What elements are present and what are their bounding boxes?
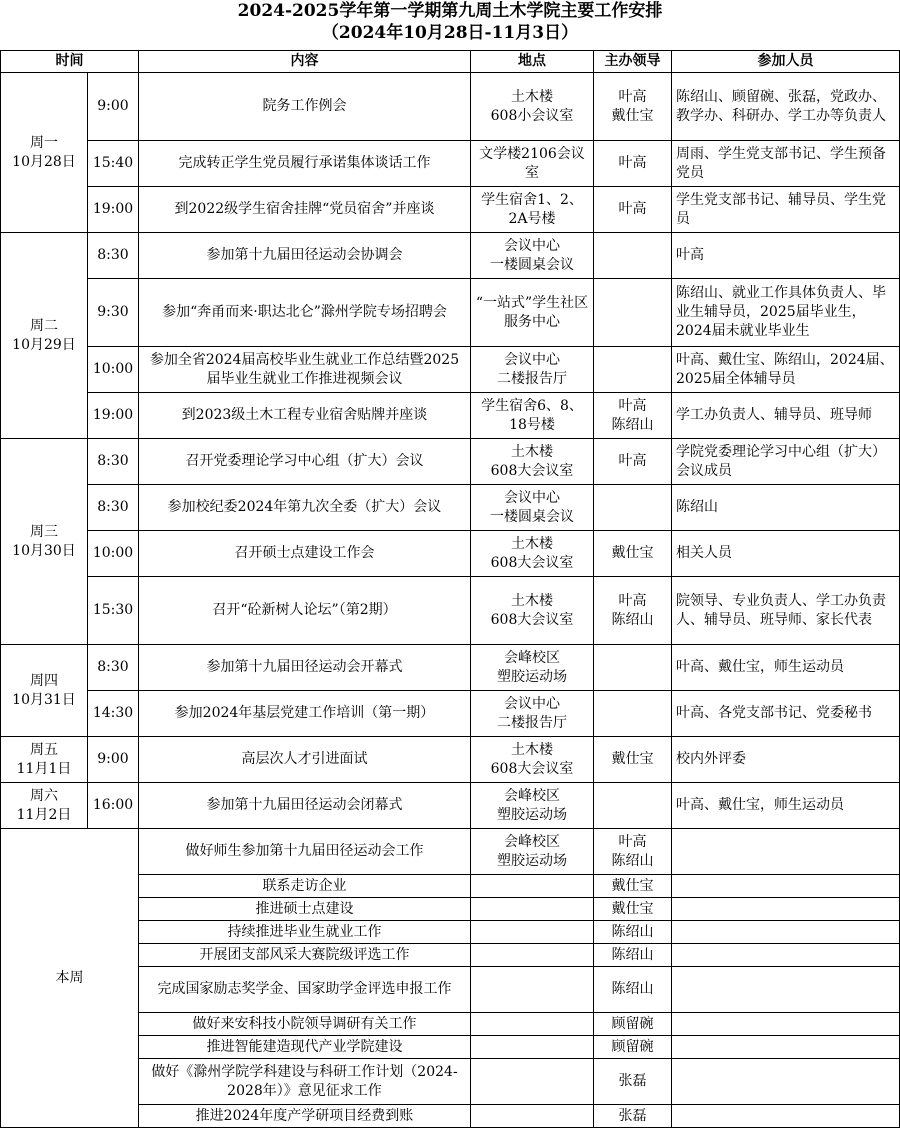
place-cell	[471, 898, 594, 921]
time-cell: 10:00	[88, 347, 139, 393]
day-date: 11月1日	[16, 760, 72, 777]
schedule-body	[1, 73, 900, 1128]
participants-cell: 院领导、专业负责人、学工办负责人、辅导员、班导师、家长代表	[672, 577, 900, 645]
header-place: 地点	[471, 51, 594, 73]
content-cell: 到2022级学生宿舍挂牌“党员宿舍”并座谈	[139, 187, 471, 233]
participants-cell	[672, 1013, 900, 1036]
content-cell: 召开硕士点建设工作会	[139, 531, 471, 577]
place-cell	[471, 1105, 594, 1128]
participants-cell: 相关人员	[672, 531, 900, 577]
leader-cell: 张磊	[594, 1105, 672, 1128]
content-cell: 参加第十九届田径运动会开幕式	[139, 645, 471, 691]
participants-cell: 陈绍山	[672, 485, 900, 531]
time-cell: 10:00	[88, 531, 139, 577]
participants-cell: 学生党支部书记、辅导员、学生党员	[672, 187, 900, 233]
week-label-cell: 本周	[1, 829, 139, 1128]
leader-cell	[594, 279, 672, 347]
participants-cell	[672, 875, 900, 898]
header-participants: 参加人员	[672, 51, 900, 73]
time-cell: 8:30	[88, 485, 139, 531]
leader-cell	[594, 233, 672, 279]
participants-cell	[672, 1105, 900, 1128]
day-label: 周六	[30, 787, 58, 804]
content-cell: 召开“砼新树人论坛”（第2期）	[139, 577, 471, 645]
time-cell: 8:30	[88, 233, 139, 279]
header-time: 时间	[1, 51, 139, 73]
schedule-row	[1, 783, 900, 829]
participants-cell	[672, 921, 900, 944]
day-label: 周四	[30, 672, 58, 689]
content-cell: 推进硕士点建设	[139, 898, 471, 921]
place-cell: 土木楼 608大会议室	[471, 531, 594, 577]
schedule-row	[1, 439, 900, 485]
leader-cell: 戴仕宝	[594, 898, 672, 921]
leader-cell: 叶高 陈绍山	[594, 393, 672, 439]
participants-cell: 学院党委理论学习中心组（扩大）会议成员	[672, 439, 900, 485]
place-cell: 学生宿舍6、8、18号楼	[471, 393, 594, 439]
place-cell: 会议中心 二楼报告厅	[471, 347, 594, 393]
content-cell: 做好《滁州学院学科建设与科研工作计划（2024-2028年）》意见征求工作	[139, 1059, 471, 1105]
title-line-1: 2024-2025学年第一学期第九周土木学院主要工作安排	[237, 1, 663, 21]
header-leader: 主办领导	[594, 51, 672, 73]
schedule-row	[1, 485, 900, 531]
leader-cell: 叶高 陈绍山	[594, 829, 672, 875]
day-cell	[1, 439, 88, 645]
participants-cell: 学工办负责人、辅导员、班导师	[672, 393, 900, 439]
leader-cell	[594, 645, 672, 691]
participants-cell: 叶高	[672, 233, 900, 279]
schedule-row	[1, 347, 900, 393]
schedule-row	[1, 73, 900, 141]
place-cell: 土木楼 608大会议室	[471, 737, 594, 783]
participants-cell: 叶高、各党支部书记、党委秘书	[672, 691, 900, 737]
week-row	[1, 829, 900, 875]
participants-cell	[672, 967, 900, 1013]
content-cell: 参加全省2024届高校毕业生就业工作总结暨2025届毕业生就业工作推进视频会议	[139, 347, 471, 393]
schedule-row	[1, 393, 900, 439]
participants-cell	[672, 1059, 900, 1105]
content-cell: 参加校纪委2024年第九次全委（扩大）会议	[139, 485, 471, 531]
content-cell: 完成国家励志奖学金、国家助学金评选申报工作	[139, 967, 471, 1013]
time-cell: 14:30	[88, 691, 139, 737]
content-cell: 参加“奔甬而来·职达北仑”滁州学院专场招聘会	[139, 279, 471, 347]
day-date: 11月2日	[16, 806, 72, 823]
time-cell: 9:00	[88, 73, 139, 141]
content-cell: 推进2024年度产学研项目经费到账	[139, 1105, 471, 1128]
day-label: 周三	[30, 523, 58, 540]
schedule-row	[1, 645, 900, 691]
leader-cell: 戴仕宝	[594, 737, 672, 783]
place-cell: 土木楼 608大会议室	[471, 439, 594, 485]
leader-cell: 顾留碗	[594, 1036, 672, 1059]
content-cell: 完成转正学生党员履行承诺集体谈话工作	[139, 141, 471, 187]
content-cell: 推进智能建造现代产业学院建设	[139, 1036, 471, 1059]
leader-cell: 叶高	[594, 187, 672, 233]
time-cell: 8:30	[88, 439, 139, 485]
schedule-row	[1, 737, 900, 783]
content-cell: 召开党委理论学习中心组（扩大）会议	[139, 439, 471, 485]
content-cell: 院务工作例会	[139, 73, 471, 141]
participants-cell: 叶高、戴仕宝，师生运动员	[672, 783, 900, 829]
header-row	[1, 51, 900, 73]
participants-cell	[672, 898, 900, 921]
day-date: 10月29日	[12, 336, 76, 353]
leader-cell	[594, 347, 672, 393]
place-cell: 会峰校区 塑胶运动场	[471, 829, 594, 875]
time-cell: 9:00	[88, 737, 139, 783]
leader-cell: 叶高	[594, 439, 672, 485]
content-cell: 参加第十九届田径运动会闭幕式	[139, 783, 471, 829]
schedule-row	[1, 691, 900, 737]
content-cell: 做好师生参加第十九届田径运动会工作	[139, 829, 471, 875]
participants-cell	[672, 1036, 900, 1059]
place-cell: 会峰校区 塑胶运动场	[471, 783, 594, 829]
content-cell: 参加第十九届田径运动会协调会	[139, 233, 471, 279]
leader-cell: 戴仕宝	[594, 875, 672, 898]
content-cell: 做好来安科技小院领导调研有关工作	[139, 1013, 471, 1036]
participants-cell	[672, 944, 900, 967]
day-label: 周一	[30, 134, 58, 151]
time-cell: 16:00	[88, 783, 139, 829]
place-cell: 文学楼2106会议室	[471, 141, 594, 187]
participants-cell: 校内外评委	[672, 737, 900, 783]
schedule-row	[1, 233, 900, 279]
place-cell	[471, 1059, 594, 1105]
participants-cell: 陈绍山、顾留碗、张磊，党政办、教学办、科研办、学工办等负责人	[672, 73, 900, 141]
title-line-2: （2024年10月28日-11月3日）	[321, 23, 579, 43]
place-cell: 会议中心 一楼圆桌会议	[471, 485, 594, 531]
leader-cell: 叶高	[594, 141, 672, 187]
day-cell	[1, 73, 88, 233]
time-cell: 15:30	[88, 577, 139, 645]
place-cell: “一站式”学生社区服务中心	[471, 279, 594, 347]
leader-cell: 叶高 戴仕宝	[594, 73, 672, 141]
leader-cell	[594, 783, 672, 829]
place-cell: 土木楼 608小会议室	[471, 73, 594, 141]
time-cell: 19:00	[88, 187, 139, 233]
leader-cell: 陈绍山	[594, 921, 672, 944]
schedule-table	[0, 50, 900, 1128]
day-date: 10月31日	[12, 691, 76, 708]
participants-cell: 叶高、戴仕宝，师生运动员	[672, 645, 900, 691]
header-content: 内容	[139, 51, 471, 73]
day-date: 10月28日	[12, 153, 76, 170]
time-cell: 19:00	[88, 393, 139, 439]
content-cell: 到2023级土木工程专业宿舍贴牌并座谈	[139, 393, 471, 439]
place-cell: 会议中心 一楼圆桌会议	[471, 233, 594, 279]
place-cell: 土木楼 608大会议室	[471, 577, 594, 645]
day-cell	[1, 645, 88, 737]
place-cell	[471, 1036, 594, 1059]
day-date: 10月30日	[12, 542, 76, 559]
leader-cell: 陈绍山	[594, 967, 672, 1013]
schedule-row	[1, 279, 900, 347]
time-cell: 8:30	[88, 645, 139, 691]
leader-cell	[594, 691, 672, 737]
day-label: 周五	[30, 741, 58, 758]
page-title	[0, 0, 900, 50]
schedule-row	[1, 187, 900, 233]
place-cell	[471, 944, 594, 967]
leader-cell: 戴仕宝	[594, 531, 672, 577]
content-cell: 持续推进毕业生就业工作	[139, 921, 471, 944]
leader-cell: 张磊	[594, 1059, 672, 1105]
day-cell	[1, 783, 88, 829]
place-cell	[471, 921, 594, 944]
day-cell	[1, 233, 88, 439]
content-cell: 参加2024年基层党建工作培训（第一期）	[139, 691, 471, 737]
leader-cell: 叶高 陈绍山	[594, 577, 672, 645]
leader-cell: 陈绍山	[594, 944, 672, 967]
place-cell: 会峰校区 塑胶运动场	[471, 645, 594, 691]
leader-cell	[594, 485, 672, 531]
content-cell: 高层次人才引进面试	[139, 737, 471, 783]
content-cell: 联系走访企业	[139, 875, 471, 898]
place-cell	[471, 967, 594, 1013]
place-cell	[471, 1013, 594, 1036]
participants-cell: 叶高、戴仕宝、陈绍山，2024届、2025届全体辅导员	[672, 347, 900, 393]
schedule-row	[1, 531, 900, 577]
time-cell: 9:30	[88, 279, 139, 347]
participants-cell: 周雨、学生党支部书记、学生预备党员	[672, 141, 900, 187]
place-cell: 学生宿舍1、2、2A号楼	[471, 187, 594, 233]
leader-cell: 顾留碗	[594, 1013, 672, 1036]
place-cell: 会议中心 二楼报告厅	[471, 691, 594, 737]
day-label: 周二	[30, 317, 58, 334]
day-cell	[1, 737, 88, 783]
time-cell: 15:40	[88, 141, 139, 187]
content-cell: 开展团支部风采大赛院级评选工作	[139, 944, 471, 967]
participants-cell: 陈绍山、就业工作具体负责人、毕业生辅导员，2025届毕业生，2024届未就业毕业生	[672, 279, 900, 347]
schedule-row	[1, 141, 900, 187]
participants-cell	[672, 829, 900, 875]
schedule-row	[1, 577, 900, 645]
place-cell	[471, 875, 594, 898]
